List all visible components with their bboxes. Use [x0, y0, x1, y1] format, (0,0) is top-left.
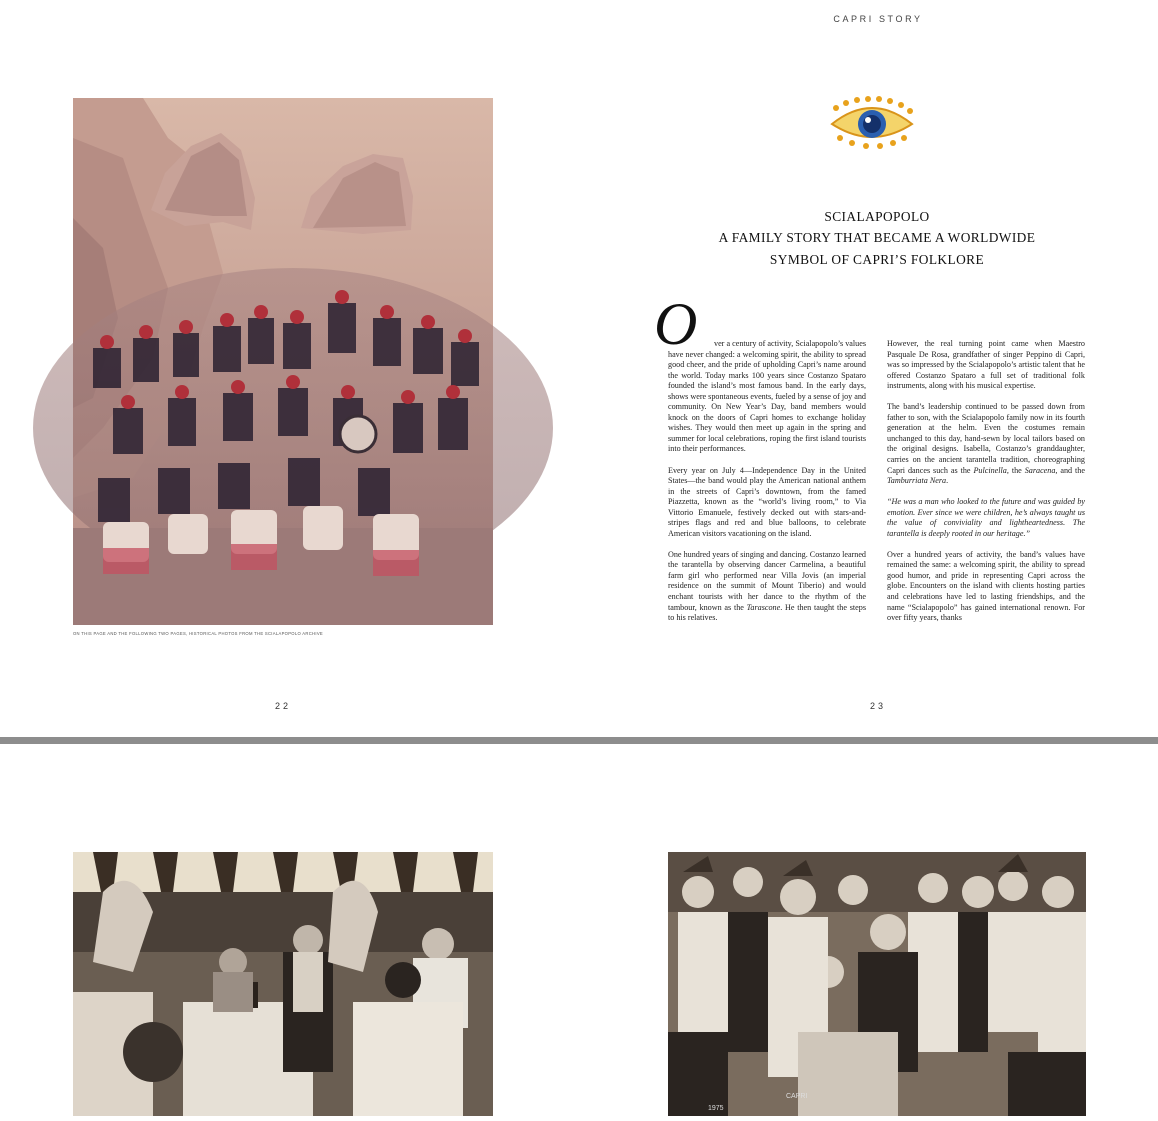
paragraph: However, the real turning point came when Maestro Pasquale De Rosa, grandfather of singer Peppino di Capri, was so impressed by the Scialapopolo’s artistic talent that he offered Costanzo Spataro a full set of traditional folk instruments, along with his musical expertise. [887, 339, 1085, 391]
paragraph-text: One hundred years of singing and dancing. Costanzo learned the tarantella by observing dancer Carmelina, a beautiful farm girl who performed near Villa Jovis (an imperial residence on the summit of Mount Tiberio) and would enchant tourists with her dance to the rhythm of the tambour, known as the [668, 549, 866, 612]
running-header: CAPRI STORY [833, 14, 923, 24]
page-number-left: 22 [274, 701, 291, 711]
page-divider [0, 737, 1158, 744]
paragraph-text: . [946, 476, 949, 486]
photo-mark-right: CAPRI [786, 1093, 808, 1100]
italic-term: Saracena [1024, 465, 1056, 475]
italic-term: Tamburriata Nera [887, 476, 947, 486]
eye-logo-icon [826, 94, 918, 150]
italic-term: Tarascone [746, 602, 781, 612]
band-group-celebration-photo [668, 852, 1086, 1116]
article-column-2 [887, 339, 1085, 623]
paragraph-text: . He then taught the steps to his relatives. [668, 602, 866, 623]
article-column-1 [668, 339, 866, 634]
photo-mark-left: 1975 [708, 1105, 724, 1112]
quote-text: “He was a man who looked to the future and was guided by emotion. Ever since we were children, he’s always taught us the value of conviviality and lightheartedness. The tarantella is deeply rooted in our heritage.” [887, 497, 1085, 538]
page-number-right: 23 [869, 701, 886, 711]
paragraph-text: The band’s leadership continued to be passed down from father to son, with the Scialapopolo family now in its fourth generation at the helm. Even the costumes remain unchanged to this day, hand-sewn by local tailors based on the original designs. Isabella, Costanzo’s granddaughter, carries on the ancient tarantella tradition, choreographing Capri dances such as the [887, 402, 1085, 475]
paragraph [668, 339, 866, 455]
photo-caption: ON THIS PAGE AND THE FOLLOWING TWO PAGES, HISTORICAL PHOTOS FROM THE SCIALAPOPOLO ARCHIVE [73, 631, 323, 636]
pull-quote [887, 497, 1085, 539]
tarantella-restaurant-photo [73, 852, 493, 1116]
title-line-1: SCIALAPOPOLO [824, 209, 930, 224]
title-line-3: SYMBOL OF CAPRI’S FOLKLORE [769, 251, 985, 267]
title-line-2: A FAMILY STORY THAT BECAME A WORLDWIDE [718, 230, 1036, 246]
article-title [690, 206, 1064, 270]
band-terrace-photo [73, 98, 493, 625]
paragraph [887, 402, 1085, 486]
paragraph-text: , the [1006, 465, 1025, 475]
paragraph-text: ver a century of activity, Scialapopolo’s values have never changed: a welcoming spirit, the ability to spread good cheer, and the pride of upholding Capri’s name around the world. Today marks 100 years since Costanzo Spataro founded the island’s most famous band. In the early days, shows were spontaneous events, fueled by a sense of joy and community. On New Year’s Day, band members would knock on the doors of Capri homes to exchange holiday wishes. They would then meet up again in the spring and summer for local celebrations, roping the first island tourists into their performances. [668, 339, 866, 454]
band-terrace-photo-art [73, 98, 493, 625]
drop-cap: O [654, 291, 698, 357]
paragraph-text: , and the [1055, 465, 1085, 475]
italic-term: Pulcinella [973, 465, 1007, 475]
paragraph: Every year on July 4—Independence Day in the United States—the band would play the American national anthem in the streets of Capri’s downtown, from the famed Piazzetta, known as the “world’s living room,” to Via Vittorio Emanuele, festively decked out with stars-and-stripes flags and red and blue balloons, to celebrate American visitors vacationing on the island. [668, 465, 866, 538]
paragraph: Over a hundred years of activity, the band’s values have remained the same: a welcoming spirit, the ability to spread good humor, and pride in representing Capri across the globe. Encounters on the island with clients hosting parties and celebrations have led to lasting friendships, and the name “Scialapopolo” has gained international renown. For over fifty years, thanks [887, 549, 1085, 623]
paragraph [668, 550, 866, 624]
